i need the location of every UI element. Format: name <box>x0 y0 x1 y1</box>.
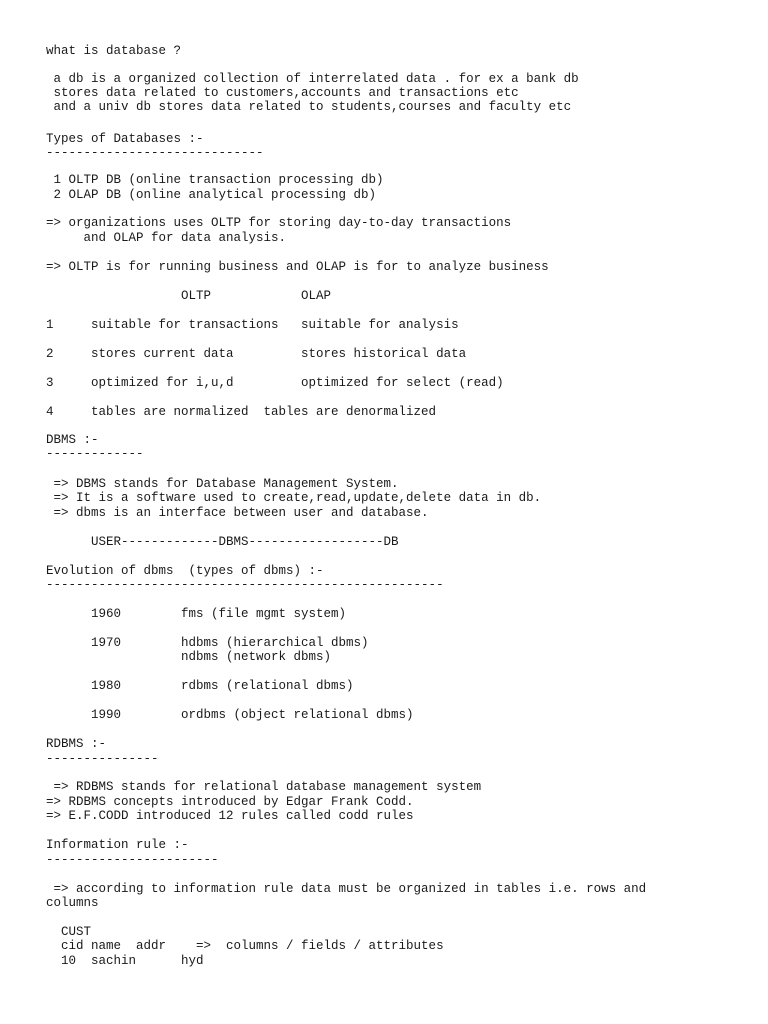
doc-line: and OLAP for data analysis. <box>46 231 287 245</box>
table-row: 10 sachin hyd <box>46 954 204 968</box>
comparison-row: 1 suitable for transactions suitable for analysis <box>46 318 459 332</box>
doc-line: 1 OLTP DB (online transaction processing db) <box>46 173 384 187</box>
doc-line: => It is a software used to create,read,update,delete data in db. <box>46 491 542 505</box>
comparison-row: 3 optimized for i,u,d optimized for select (read) <box>46 376 504 390</box>
evolution-row: 1960 fms (file mgmt system) <box>46 607 347 621</box>
comparison-header: OLTP OLAP <box>46 289 332 303</box>
doc-line: 2 OLAP DB (online analytical processing db) <box>46 188 377 202</box>
section-heading: RDBMS :- <box>46 737 107 751</box>
evolution-row: ndbms (network dbms) <box>46 650 332 664</box>
heading-underline: --------------- <box>46 752 159 766</box>
section-heading: DBMS :- <box>46 433 99 447</box>
doc-line: => according to information rule data must be organized in tables i.e. rows and <box>46 882 647 896</box>
doc-line: => DBMS stands for Database Management System. <box>46 477 399 491</box>
doc-line: and a univ db stores data related to students,courses and faculty etc <box>46 100 572 114</box>
doc-line: => RDBMS stands for relational database management system <box>46 780 482 794</box>
table-header: cid name addr => columns / fields / attributes <box>46 939 444 953</box>
heading-underline: ----------------------- <box>46 853 219 867</box>
evolution-row: 1990 ordbms (object relational dbms) <box>46 708 414 722</box>
evolution-row: 1980 rdbms (relational dbms) <box>46 679 354 693</box>
heading-underline: ----------------------------------------------------- <box>46 578 444 592</box>
doc-line: stores data related to customers,accounts and transactions etc <box>46 86 519 100</box>
doc-line: columns <box>46 896 99 910</box>
heading-underline: ------------- <box>46 447 144 461</box>
section-heading: Information rule :- <box>46 838 189 852</box>
diagram-line: USER-------------DBMS------------------DB <box>46 535 399 549</box>
table-name: CUST <box>46 925 92 939</box>
doc-line: => organizations uses OLTP for storing day-to-day transactions <box>46 216 512 230</box>
doc-line: what is database ? <box>46 44 182 58</box>
doc-line: => E.F.CODD introduced 12 rules called codd rules <box>46 809 414 823</box>
doc-line: => RDBMS concepts introduced by Edgar Frank Codd. <box>46 795 414 809</box>
section-heading: Types of Databases :- <box>46 132 204 146</box>
section-heading: Evolution of dbms (types of dbms) :- <box>46 564 324 578</box>
comparison-row: 4 tables are normalized tables are denormalized <box>46 405 437 419</box>
evolution-row: 1970 hdbms (hierarchical dbms) <box>46 636 369 650</box>
comparison-row: 2 stores current data stores historical data <box>46 347 467 361</box>
doc-line: => dbms is an interface between user and database. <box>46 506 429 520</box>
doc-line: a db is a organized collection of interrelated data . for ex a bank db <box>46 72 579 86</box>
doc-line: => OLTP is for running business and OLAP is for to analyze business <box>46 260 549 274</box>
heading-underline: ----------------------------- <box>46 146 264 160</box>
